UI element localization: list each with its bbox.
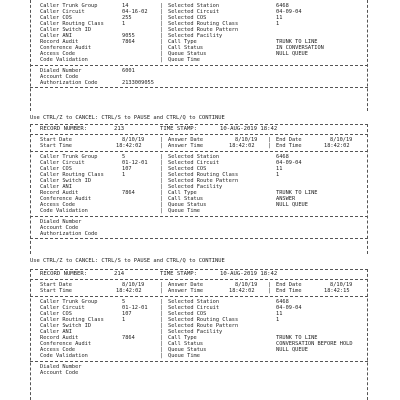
field-label: Selected Facility (168, 33, 223, 39)
field-label: Call Status (168, 341, 204, 347)
time-stamp-label: TIME STAMP: (160, 271, 198, 277)
field-value: 1 (122, 172, 126, 178)
column-separator: | (160, 323, 164, 329)
column-separator: | (160, 299, 164, 305)
column-separator: | (160, 311, 164, 317)
field-value: 04-09-04 (276, 9, 302, 15)
start-time-label: Start Time (40, 143, 72, 149)
field-value: NULL QUEUE (276, 347, 308, 353)
account-code-label: Account Code (40, 370, 79, 376)
field-value: 11 (276, 166, 283, 172)
field-label: Conference Audit (40, 196, 92, 202)
field-label: Caller Routing Class (40, 21, 104, 27)
field-label: Queue Time (168, 208, 200, 214)
column-separator: | (160, 21, 164, 27)
field-label: Selected COS (168, 311, 207, 317)
dialed-number-label: Dialed Number (40, 68, 82, 74)
column-separator: | (160, 33, 164, 39)
column-separator: | (160, 27, 164, 33)
field-label: Caller COS (40, 15, 72, 21)
record-block-top (30, 0, 368, 88)
record-fields (30, 3, 368, 63)
field-label: Selected Circuit (168, 305, 220, 311)
authorization-code-label: Authorization Code (40, 80, 98, 86)
end-time-label: End Time (276, 143, 302, 149)
field-label: Caller COS (40, 311, 72, 317)
start-time-row (30, 143, 368, 149)
time-stamp-label: TIME STAMP: (160, 126, 198, 132)
dialed-number-label: Dialed Number (40, 219, 82, 225)
field-label: Selected Route Pattern (168, 323, 239, 329)
field-label: Selected Station (168, 154, 220, 160)
column-separator: | (160, 317, 164, 323)
record-fields (30, 299, 368, 359)
start-date-value: 8/10/19 (122, 282, 145, 288)
field-value: TRUNK TO LINE (276, 39, 318, 45)
field-label: Access Code (40, 347, 76, 353)
field-value: 04-09-04 (276, 160, 302, 166)
authorization-code-row (30, 80, 368, 86)
end-date-value: 8/10/19 (330, 137, 353, 143)
field-label: Queue Time (168, 353, 200, 359)
column-separator: | (160, 154, 164, 160)
start-time-value: 18:42:02 (116, 288, 142, 294)
field-value: ANSWER (276, 196, 296, 202)
column-separator: | (160, 178, 164, 184)
column-separator: | (160, 190, 164, 196)
field-value: 7864 (122, 190, 135, 196)
column-separator: | (160, 329, 164, 335)
field-label: Queue Status (168, 202, 207, 208)
start-time-row (30, 288, 368, 294)
end-date-value: 8/10/19 (330, 282, 353, 288)
record-number-value: 213 (114, 126, 125, 132)
end-time-label: End Time (276, 288, 302, 294)
field-value: 255 (122, 15, 132, 21)
column-separator: | (160, 57, 164, 63)
field-label: Record Audit (40, 335, 79, 341)
column-separator: | (160, 305, 164, 311)
column-separator: | (160, 208, 164, 214)
record-fields (30, 154, 368, 214)
account-code-label: Account Code (40, 74, 79, 80)
field-label: Access Code (40, 51, 76, 57)
field-label: Queue Status (168, 51, 207, 57)
field-value: 6468 (276, 154, 289, 160)
field-label: Conference Audit (40, 341, 92, 347)
field-label: Selected Facility (168, 184, 223, 190)
record-number-label: RECORD NUMBER: (40, 126, 88, 132)
answer-date-label: Answer Date (168, 137, 204, 143)
start-date-value: 8/10/19 (122, 137, 145, 143)
authorization-code-row (30, 231, 368, 237)
field-value: 04-09-04 (276, 305, 302, 311)
field-value: 5 (122, 154, 126, 160)
field-label: Caller Circuit (40, 160, 85, 166)
column-separator: | (160, 202, 164, 208)
field-value: 107 (122, 311, 132, 317)
field-label: Caller Routing Class (40, 172, 104, 178)
dialed-number-value: 6001 (122, 68, 135, 74)
column-separator: | (160, 160, 164, 166)
column-separator: | (160, 335, 164, 341)
answer-time-label: Answer Time (168, 288, 204, 294)
field-value: TRUNK TO LINE (276, 335, 318, 341)
end-time-value: 18:42:02 (324, 143, 350, 149)
record-bottom-border (30, 238, 368, 239)
field-label: Conference Audit (40, 45, 92, 51)
start-time-value: 18:42:02 (116, 143, 142, 149)
field-label: Call Type (168, 39, 197, 45)
column-separator: | (268, 282, 272, 288)
field-label: Selected Station (168, 299, 220, 305)
column-separator: | (160, 184, 164, 190)
field-label: Caller ANI (40, 184, 72, 190)
dialed-number-label: Dialed Number (40, 364, 82, 370)
field-label: Call Type (168, 335, 197, 341)
field-value: 7864 (122, 39, 135, 45)
field-label: Selected Routing Class (168, 21, 239, 27)
field-value: 1 (276, 172, 280, 178)
answer-date-label: Answer Date (168, 282, 204, 288)
field-label: Selected Route Pattern (168, 178, 239, 184)
field-label: Queue Time (168, 57, 200, 63)
field-value: 1 (276, 317, 280, 323)
field-label: Record Audit (40, 39, 79, 45)
record-number-value: 214 (114, 271, 125, 277)
column-separator: | (160, 196, 164, 202)
answer-date-value: 8/10/19 (235, 282, 258, 288)
field-row (30, 208, 368, 214)
time-stamp-value: 10-AUG-2019 18:42 (220, 271, 278, 277)
column-separator: | (160, 51, 164, 57)
field-label: Selected Station (168, 3, 220, 9)
column-separator: | (160, 45, 164, 51)
field-label: Call Type (168, 190, 197, 196)
field-value: 6468 (276, 299, 289, 305)
field-value: NULL QUEUE (276, 202, 308, 208)
column-separator: | (160, 166, 164, 172)
column-separator: | (160, 143, 164, 149)
field-label: Queue Status (168, 347, 207, 353)
start-date-label: Start Date (40, 282, 72, 288)
field-label: Call Status (168, 45, 204, 51)
authorization-code-label: Authorization Code (40, 231, 98, 237)
column-separator: | (268, 288, 272, 294)
field-label: Caller Switch ID (40, 27, 92, 33)
field-value: 107 (122, 166, 132, 172)
field-label: Selected Routing Class (168, 317, 239, 323)
end-date-label: End Date (276, 137, 302, 143)
column-separator: | (160, 39, 164, 45)
column-separator: | (160, 137, 164, 143)
account-code-row (30, 370, 368, 376)
field-label: Record Audit (40, 190, 79, 196)
end-time-value: 18:42:15 (324, 288, 350, 294)
field-label: Call Status (168, 196, 204, 202)
column-separator: | (160, 353, 164, 359)
field-label: Selected Route Pattern (168, 27, 239, 33)
field-row (30, 57, 368, 63)
field-label: Caller Trunk Group (40, 3, 98, 9)
field-label: Code Validation (40, 353, 88, 359)
field-label: Caller Circuit (40, 9, 85, 15)
field-label: Caller COS (40, 166, 72, 172)
field-label: Caller Trunk Group (40, 299, 98, 305)
field-label: Selected Routing Class (168, 172, 239, 178)
field-label: Caller ANI (40, 329, 72, 335)
record-block-213 (30, 124, 368, 239)
column-separator: | (160, 9, 164, 15)
column-separator: | (160, 172, 164, 178)
field-value: CONVERSATION BEFORE HOLD (276, 341, 353, 347)
column-separator: | (160, 341, 164, 347)
column-separator: | (268, 143, 272, 149)
field-value: NULL QUEUE (276, 51, 308, 57)
field-value: 11 (276, 15, 283, 21)
time-stamp-value: 10-AUG-2019 18:42 (220, 126, 278, 132)
record-block-214 (30, 269, 368, 376)
record-number-label: RECORD NUMBER: (40, 271, 88, 277)
record-header (30, 125, 368, 134)
column-separator: | (160, 15, 164, 21)
column-separator: | (160, 3, 164, 9)
answer-time-label: Answer Time (168, 143, 204, 149)
field-label: Code Validation (40, 57, 88, 63)
field-value: 5 (122, 299, 126, 305)
field-label: Caller Circuit (40, 305, 85, 311)
field-label: Caller Switch ID (40, 178, 92, 184)
ctrl-message: Use CTRL/Z to CANCEL: CTRL/S to PAUSE and CTRL/Q to CONTINUE (30, 258, 225, 264)
field-value: 1 (276, 21, 280, 27)
field-label: Selected Circuit (168, 160, 220, 166)
field-row (30, 353, 368, 359)
answer-date-value: 8/10/19 (235, 137, 258, 143)
field-label: Selected Facility (168, 329, 223, 335)
field-label: Selected Circuit (168, 9, 220, 15)
field-label: Access Code (40, 202, 76, 208)
column-separator: | (268, 137, 272, 143)
answer-time-value: 18:42:02 (229, 143, 255, 149)
field-value: 04-16-02 (122, 9, 148, 15)
field-label: Caller Trunk Group (40, 154, 98, 160)
end-date-label: End Date (276, 282, 302, 288)
field-label: Caller ANI (40, 33, 72, 39)
field-value: 7864 (122, 335, 135, 341)
field-value: 9055 (122, 33, 135, 39)
account-code-label: Account Code (40, 225, 79, 231)
start-date-label: Start Date (40, 137, 72, 143)
field-value: TRUNK TO LINE (276, 190, 318, 196)
field-value: 11 (276, 311, 283, 317)
answer-time-value: 18:42:02 (229, 288, 255, 294)
record-header (30, 270, 368, 279)
column-separator: | (160, 288, 164, 294)
start-time-label: Start Time (40, 288, 72, 294)
field-value: 01-12-01 (122, 305, 148, 311)
field-label: Code Validation (40, 208, 88, 214)
field-value: 6468 (276, 3, 289, 9)
ctrl-message: Use CTRL/Z to CANCEL: CTRL/S to PAUSE and CTRL/Q to CONTINUE (30, 115, 225, 121)
field-value: 01-12-01 (122, 160, 148, 166)
field-label: Selected COS (168, 166, 207, 172)
field-label: Caller Routing Class (40, 317, 104, 323)
field-value: IN CONVERSATION (276, 45, 324, 51)
record-bottom-border (30, 87, 368, 88)
field-value: 1 (122, 21, 126, 27)
column-separator: | (160, 282, 164, 288)
field-label: Caller Switch ID (40, 323, 92, 329)
field-value: 1 (122, 317, 126, 323)
authorization-code-value: 2133009055 (122, 80, 154, 86)
field-value: 14 (122, 3, 129, 9)
column-separator: | (160, 347, 164, 353)
field-label: Selected COS (168, 15, 207, 21)
